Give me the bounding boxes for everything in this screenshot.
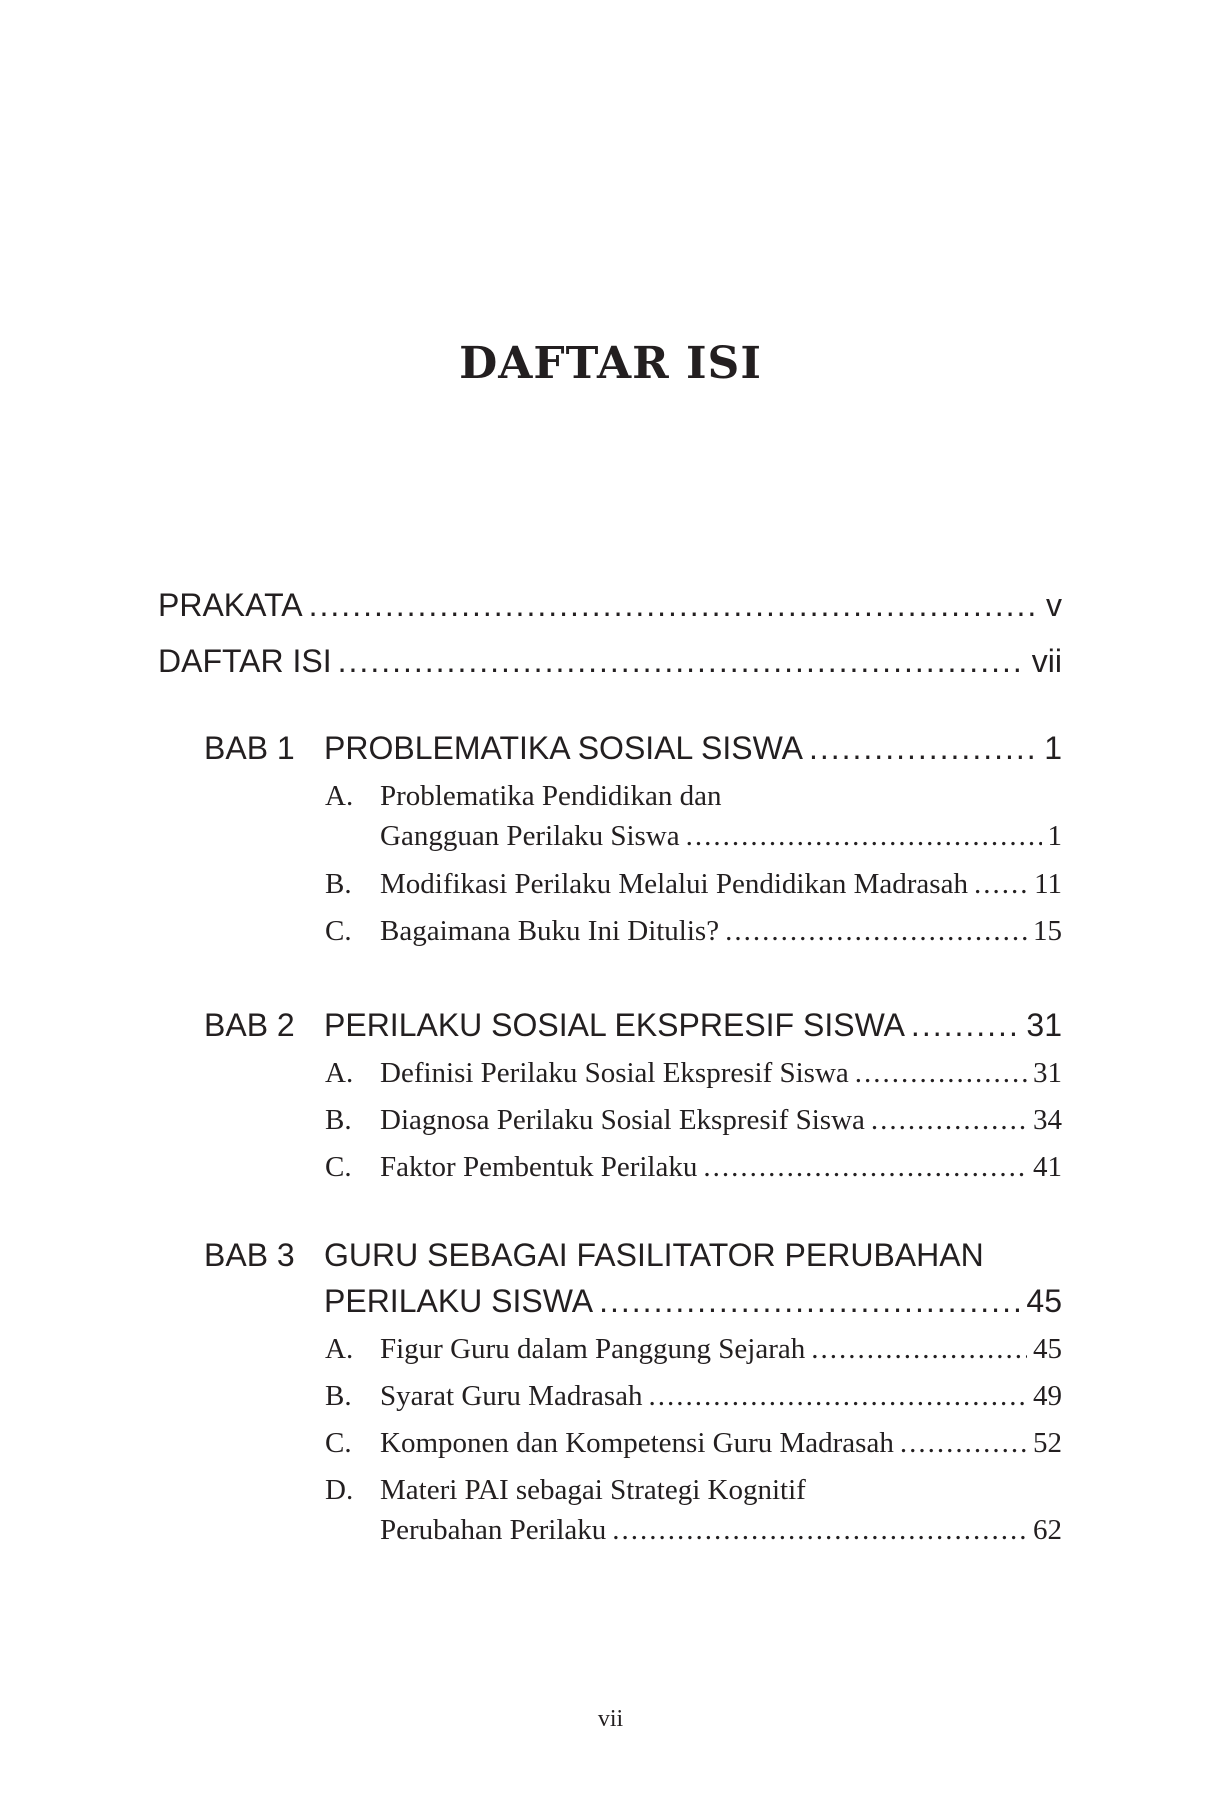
- section-letter: B.: [325, 868, 352, 900]
- section-title: Perubahan Perilaku: [380, 1514, 607, 1546]
- section-title: Figur Guru dalam Panggung Sejarah: [380, 1333, 806, 1365]
- toc-entry-label: DAFTAR ISI: [158, 643, 332, 679]
- section-title: Definisi Perilaku Sosial Ekspresif Siswa: [380, 1057, 849, 1089]
- section-entry: [380, 1054, 1062, 1092]
- chapter-number: BAB 2: [204, 1007, 295, 1043]
- section-title: Gangguan Perilaku Siswa: [380, 820, 680, 852]
- toc-entry-label: PRAKATA: [158, 587, 303, 623]
- dot-leader: [599, 1281, 1020, 1321]
- section-title: Diagnosa Perilaku Sosial Ekspresif Siswa: [380, 1104, 865, 1136]
- section-letter: A.: [325, 1057, 354, 1089]
- section-page: 49: [1033, 1380, 1062, 1412]
- chapter-page: 1: [1044, 730, 1062, 766]
- section-entry: [380, 1377, 1062, 1415]
- section-page: 31: [1033, 1057, 1062, 1089]
- dot-leader: [871, 1101, 1027, 1139]
- section-title: Syarat Guru Madrasah: [380, 1380, 643, 1412]
- section-title: Modifikasi Perilaku Melalui Pendidikan Madrasah: [380, 868, 968, 900]
- chapter-page: 31: [1026, 1007, 1062, 1043]
- dot-leader: [911, 1005, 1020, 1045]
- page-number-footer: vii: [597, 1706, 624, 1732]
- toc-entry-page: v: [1046, 587, 1062, 623]
- dot-leader: [725, 912, 1027, 950]
- chapter-page: 45: [1026, 1283, 1062, 1319]
- chapter-title-entry: [324, 728, 1062, 768]
- section-page: 11: [1034, 868, 1062, 900]
- chapter-title-entry: [324, 1281, 1062, 1321]
- section-page: 1: [1047, 820, 1062, 852]
- section-entry: [380, 1511, 1062, 1549]
- section-title: Komponen dan Kompetensi Guru Madrasah: [380, 1427, 894, 1459]
- dot-leader: [974, 865, 1028, 903]
- section-page: 34: [1033, 1104, 1062, 1136]
- dot-leader: [900, 1424, 1027, 1462]
- dot-leader: [809, 728, 1038, 768]
- chapter-title: PERILAKU SISWA: [324, 1283, 594, 1319]
- section-title: Bagaimana Buku Ini Ditulis?: [380, 915, 720, 947]
- page-title: DAFTAR ISI: [459, 338, 762, 389]
- dot-leader: [338, 641, 1026, 681]
- section-page: 15: [1033, 915, 1062, 947]
- chapter-title: PERILAKU SOSIAL EKSPRESIF SISWA: [324, 1007, 905, 1043]
- section-letter: C.: [325, 915, 352, 947]
- dot-leader: [811, 1330, 1027, 1368]
- chapter-number: BAB 1: [204, 730, 295, 766]
- section-entry: [380, 912, 1062, 950]
- dot-leader: [855, 1054, 1027, 1092]
- section-title-line: Materi PAI sebagai Strategi Kognitif: [380, 1474, 806, 1506]
- toc-entry-prakata: [158, 585, 1062, 625]
- dot-leader: [309, 585, 1040, 625]
- section-entry: [380, 1101, 1062, 1139]
- dot-leader: [703, 1148, 1027, 1186]
- dot-leader: [686, 817, 1042, 855]
- toc-entry-page: vii: [1031, 643, 1062, 679]
- section-entry: [380, 865, 1062, 903]
- section-letter: B.: [325, 1104, 352, 1136]
- section-title-line: Problematika Pendidikan dan: [380, 780, 722, 812]
- section-entry: [380, 1148, 1062, 1186]
- toc-entry-daftar-isi: [158, 641, 1062, 681]
- section-entry: [380, 1330, 1062, 1368]
- section-letter: B.: [325, 1380, 352, 1412]
- section-letter: D.: [325, 1474, 354, 1506]
- section-letter: A.: [325, 1333, 354, 1365]
- chapter-title-line: GURU SEBAGAI FASILITATOR PERUBAHAN: [324, 1237, 984, 1273]
- section-letter: A.: [325, 780, 354, 812]
- section-page: 45: [1033, 1333, 1062, 1365]
- section-page: 41: [1033, 1151, 1062, 1183]
- chapter-title-entry: [324, 1005, 1062, 1045]
- chapter-title: PROBLEMATIKA SOSIAL SISWA: [324, 730, 803, 766]
- dot-leader: [649, 1377, 1027, 1415]
- dot-leader: [612, 1511, 1027, 1549]
- section-page: 52: [1033, 1427, 1062, 1459]
- section-page: 62: [1033, 1514, 1062, 1546]
- section-entry: [380, 817, 1062, 855]
- section-title: Faktor Pembentuk Perilaku: [380, 1151, 698, 1183]
- section-letter: C.: [325, 1151, 352, 1183]
- section-letter: C.: [325, 1427, 352, 1459]
- section-entry: [380, 1424, 1062, 1462]
- chapter-number: BAB 3: [204, 1237, 295, 1273]
